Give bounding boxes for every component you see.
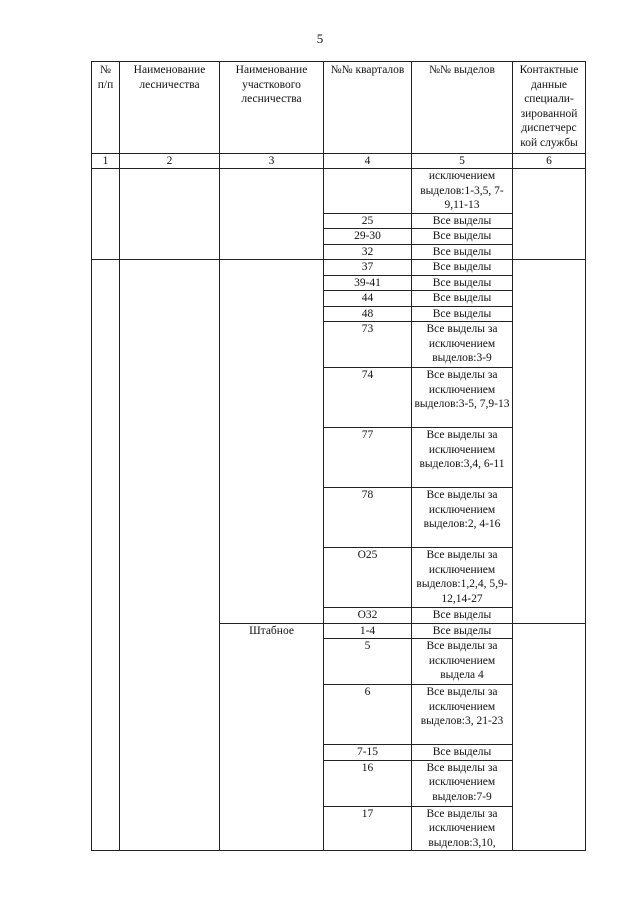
allotments-cell: Все выделы — [412, 213, 513, 229]
number-cell — [92, 260, 120, 851]
header-contacts: Контактные данные специали- зированной диспетчерс кой службы — [513, 62, 586, 154]
header-number: № п/п — [92, 62, 120, 154]
allotments-cell: Все выделы за исключением выделов:3-9 — [412, 322, 513, 368]
quarter-cell: 37 — [324, 260, 412, 276]
quarter-cell: 6 — [324, 685, 412, 745]
quarter-cell: 74 — [324, 368, 412, 428]
quarter-cell: 48 — [324, 306, 412, 322]
quarter-cell — [324, 169, 412, 214]
allotments-cell: Все выделы — [412, 291, 513, 307]
quarter-cell: 77 — [324, 428, 412, 488]
forestry-cell — [120, 169, 220, 260]
district-cell — [220, 169, 324, 260]
quarter-cell: 16 — [324, 760, 412, 806]
quarter-cell: 25 — [324, 213, 412, 229]
column-number: 1 — [92, 154, 120, 169]
allotments-cell: исключением выделов:1-3,5, 7-9,11-13 — [412, 169, 513, 214]
forest-allotments-table — [91, 61, 586, 851]
column-number: 2 — [120, 154, 220, 169]
quarter-cell: 73 — [324, 322, 412, 368]
district-cell — [220, 260, 324, 624]
allotments-cell: Все выделы — [412, 306, 513, 322]
allotments-cell: Все выделы за исключением выделов:3,4, 6-11 — [412, 428, 513, 488]
column-number: 4 — [324, 154, 412, 169]
quarter-cell: 32 — [324, 244, 412, 260]
allotments-cell: Все выделы за исключением выделов:3, 21-23 — [412, 685, 513, 745]
quarter-cell: 29-30 — [324, 229, 412, 245]
quarter-cell: 1-4 — [324, 623, 412, 639]
quarter-cell: 39-41 — [324, 275, 412, 291]
contacts-cell — [513, 260, 586, 624]
column-number: 6 — [513, 154, 586, 169]
allotments-cell: Все выделы за исключением выделов:3-5, 7,9-13 — [412, 368, 513, 428]
allotments-cell: Все выделы за исключением выделов:7-9 — [412, 760, 513, 806]
allotments-cell: Все выделы — [412, 608, 513, 624]
contacts-cell — [513, 623, 586, 851]
column-number: 3 — [220, 154, 324, 169]
header-district-forestry: Наименование участкового лесничества — [220, 62, 324, 154]
allotments-cell: Все выделы за исключением выделов:2, 4-16 — [412, 488, 513, 548]
contacts-cell — [513, 169, 586, 260]
quarter-cell: О32 — [324, 608, 412, 624]
header-quarters: №№ кварталов — [324, 62, 412, 154]
allotments-cell: Все выделы — [412, 229, 513, 245]
allotments-cell: Все выделы — [412, 623, 513, 639]
column-number: 5 — [412, 154, 513, 169]
page-number: 5 — [316, 31, 324, 46]
allotments-cell: Все выделы за исключением выделов:1,2,4, 5,9-12,14-27 — [412, 548, 513, 608]
forestry-cell — [120, 260, 220, 851]
number-cell — [92, 169, 120, 260]
table-row — [92, 169, 586, 214]
header-forestry: Наименование лесничества — [120, 62, 220, 154]
quarter-cell: 17 — [324, 806, 412, 851]
table-row — [92, 260, 586, 276]
allotments-cell: Все выделы — [412, 275, 513, 291]
allotments-cell: Все выделы за исключением выделов:3,10, — [412, 806, 513, 851]
column-numbers-row — [92, 154, 586, 169]
allotments-cell: Все выделы — [412, 745, 513, 761]
quarter-cell: О25 — [324, 548, 412, 608]
header-allotments: №№ выделов — [412, 62, 513, 154]
allotments-cell: Все выделы — [412, 260, 513, 276]
quarter-cell: 5 — [324, 639, 412, 685]
quarter-cell: 78 — [324, 488, 412, 548]
district-cell: Штабное — [220, 623, 324, 851]
allotments-cell: Все выделы — [412, 244, 513, 260]
quarter-cell: 44 — [324, 291, 412, 307]
header-row — [92, 62, 586, 154]
allotments-cell: Все выделы за исключением выдела 4 — [412, 639, 513, 685]
quarter-cell: 7-15 — [324, 745, 412, 761]
